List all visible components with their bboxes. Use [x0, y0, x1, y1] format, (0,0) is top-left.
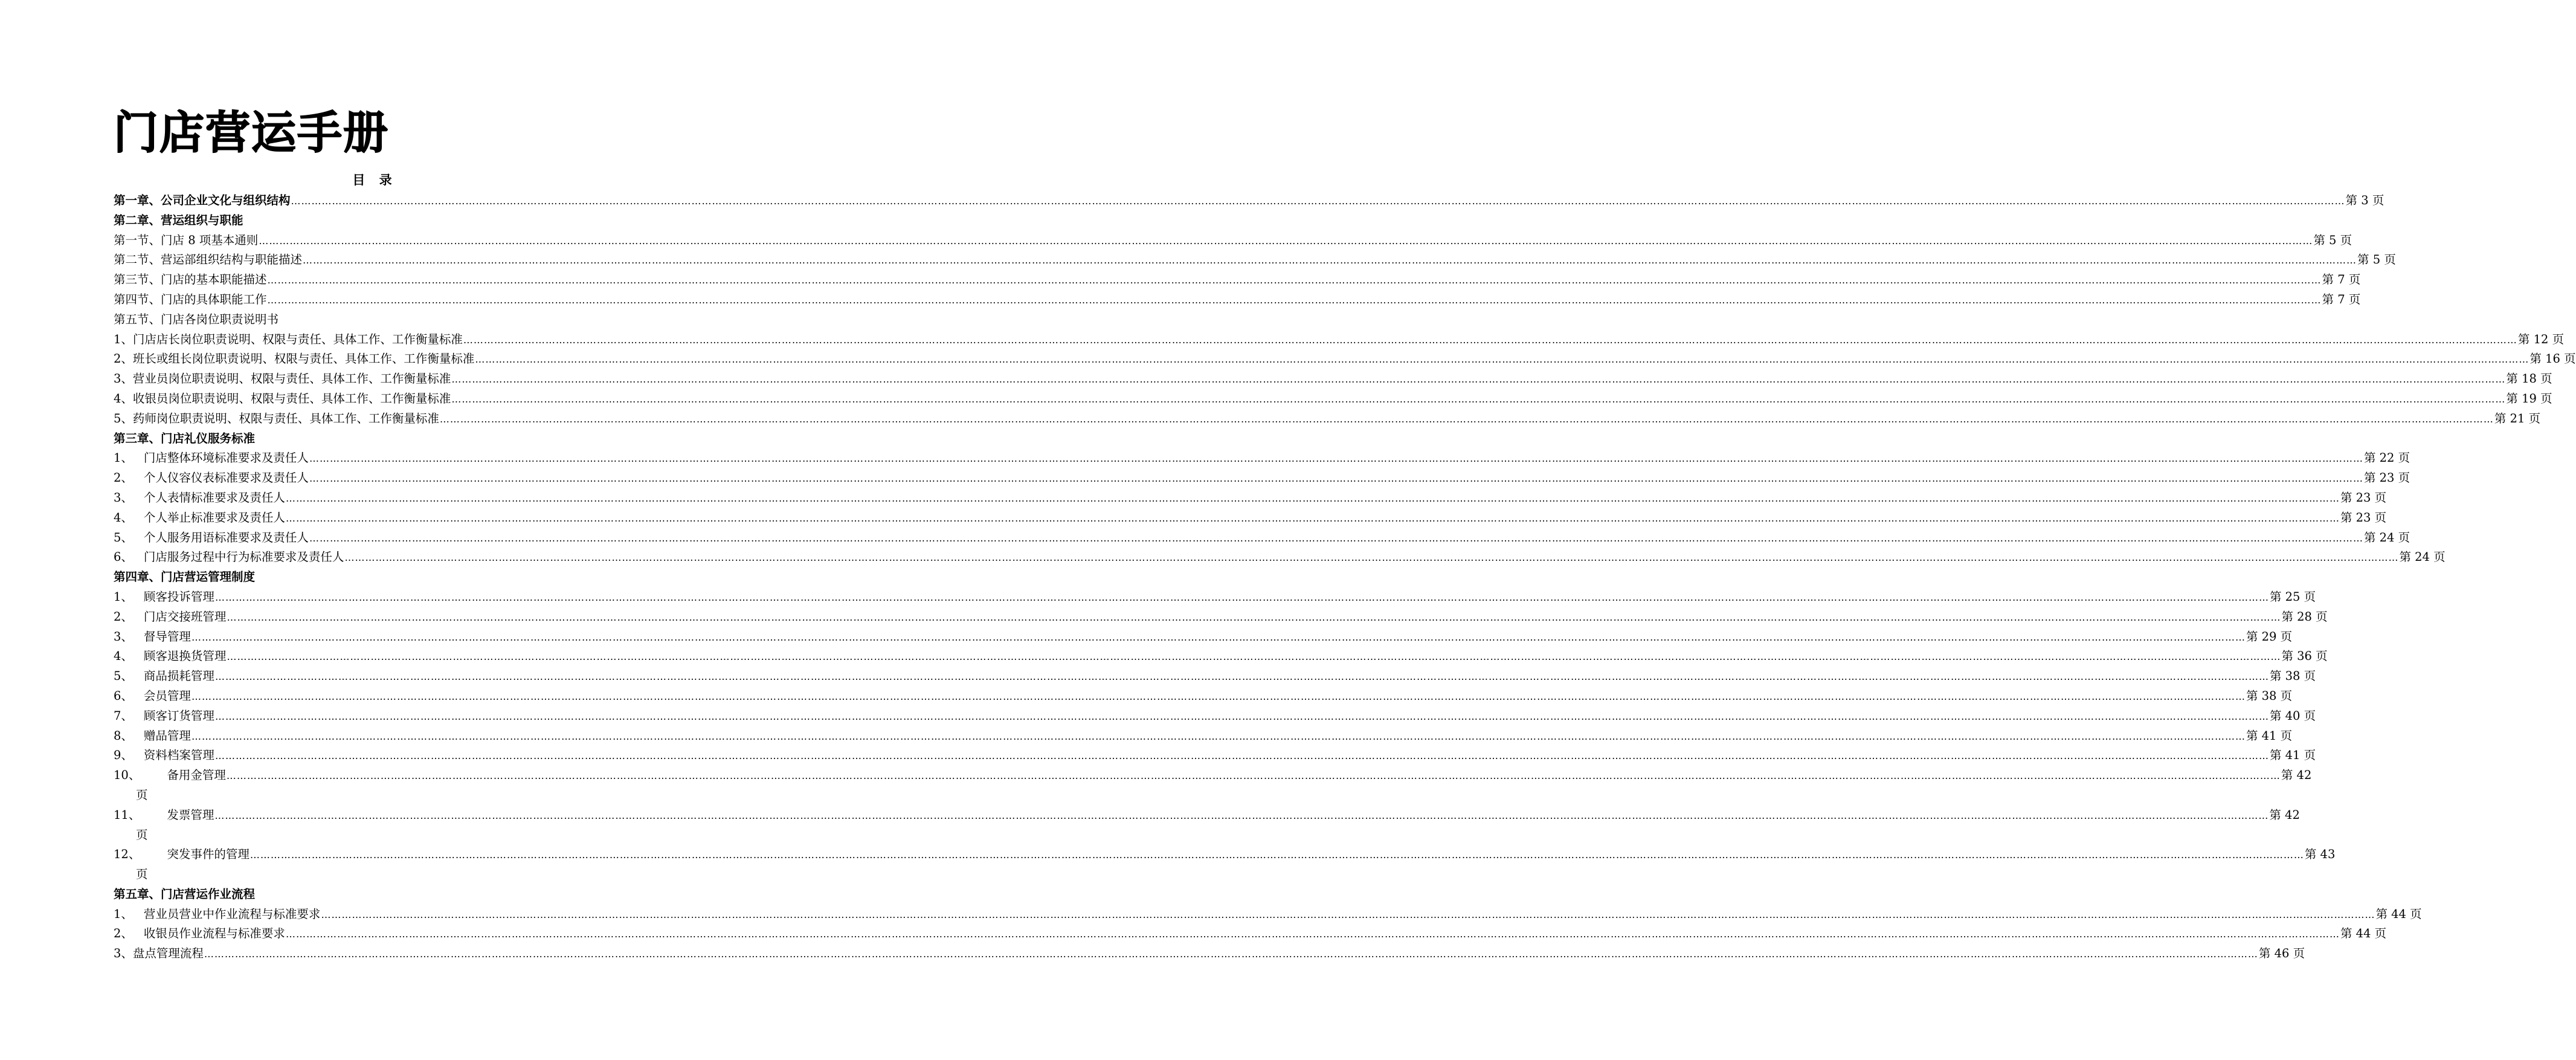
toc-entry — [114, 310, 637, 330]
document-title: 门店营运手册 — [114, 107, 389, 159]
toc-entry-text: 收银员作业流程与标准要求 — [143, 926, 285, 941]
toc-dot-leader: …………………………………………………………………………………………………………………………………………………………………………………………………………………………………………………………………………………………………………………………………………………………………………………………………………………………………………………………………………………………………………………………………………………… — [226, 770, 2281, 782]
toc-entry-text: 个人服务用语标准要求及责任人 — [143, 530, 309, 545]
toc-dot-leader: …………………………………………………………………………………………………………………………………………………………………………………………………………………………………………………………………………………………………………………………………………………………………………………………………………………………………………………………………………………………………………………………………………………… — [250, 849, 2304, 861]
toc-entry-number: 10、 — [114, 768, 141, 783]
toc-page-suffix: 页 — [136, 787, 148, 802]
toc-entry-label — [114, 885, 255, 905]
toc-entry — [114, 687, 2293, 706]
toc-entry-text: 门店服务过程中行为标准要求及责任人 — [143, 550, 344, 564]
toc-entry-text: 个人表情标准要求及责任人 — [143, 490, 285, 505]
toc-entry-label — [114, 468, 309, 488]
toc-page-number: 第 23 页 — [2340, 510, 2387, 525]
toc-page-number: 第 43 — [2304, 847, 2336, 862]
toc-entry-label — [114, 330, 463, 350]
toc-page-number: 第 41 页 — [2246, 728, 2293, 743]
toc-entry — [114, 726, 2293, 746]
toc-page-number: 第 24 页 — [2363, 530, 2410, 545]
toc-dot-leader: …………………………………………………………………………………………………………………………………………………………………………………………………………………………………………………………………………………………………………………………………………………………………………………………………………………………………………………………………………………………………………………………………………………… — [214, 710, 2269, 722]
toc-entry — [114, 905, 2422, 925]
toc-entry-text: 资料档案管理 — [143, 748, 214, 763]
toc-page-suffix: 页 — [136, 827, 148, 842]
toc-entry — [114, 845, 2336, 865]
toc-dot-leader: …………………………………………………………………………………………………………………………………………………………………………………………………………………………………………………………………………………………………………………………………………………………………………………………………………………………………………………………………………………………………………………………………………………… — [214, 809, 2269, 821]
toc-dot-leader: …………………………………………………………………………………………………………………………………………………………………………………………………………………………………………………………………………………………………………………………………………………………………………………………………………………………………………………………………………………………………………………………………………………… — [204, 948, 2258, 960]
toc-dot-leader: …………………………………………………………………………………………………………………………………………………………………………………………………………………………………………………………………………………………………………………………………………………………………………………………………………………………………………………………………………………………………………………………………………………… — [191, 631, 2246, 643]
toc-dot-leader: …………………………………………………………………………………………………………………………………………………………………………………………………………………………………………………………………………………………………………………………………………………………………………………………………………………………………………………………………………………………………………………………………………………… — [291, 195, 2345, 207]
toc-page-number: 第 7 页 — [2322, 273, 2361, 287]
toc-entry-label — [114, 905, 320, 925]
toc-entry-label — [114, 845, 250, 865]
toc-page-number: 第 46 页 — [2258, 946, 2305, 961]
toc-entry-label — [114, 667, 214, 687]
toc-page-number: 第 25 页 — [2269, 589, 2316, 604]
toc-page-number: 第 12 页 — [2517, 332, 2565, 346]
toc-entry-label — [114, 250, 302, 270]
toc-dot-leader: …………………………………………………………………………………………………………………………………………………………………………………………………………………………………………………………………………………………………………………………………………………………………………………………………………………………………………………………………………………………………………………………………………………… — [227, 611, 2281, 623]
toc-entry-number: 12、 — [114, 847, 141, 862]
toc-entry-number: 3、 — [114, 629, 133, 644]
toc-entry-label — [114, 726, 191, 746]
toc-entry-text: 督导管理 — [143, 629, 191, 644]
toc-entry — [114, 468, 2410, 488]
toc-dot-leader: …………………………………………………………………………………………………………………………………………………………………………………………………………………………………………………………………………………………………………………………………………………………………………………………………………………………………………………………………………………………………………………………………………………… — [227, 651, 2281, 663]
toc-entry-text: 备用金管理 — [167, 768, 226, 783]
toc-dot-leader: …………………………………………………………………………………………………………………………………………………………………………………………………………………………………………………………………………………………………………………………………………………………………………………………………………………………………………………………………………………………………………………………………………………… — [285, 928, 2340, 940]
toc-entry-label — [114, 687, 191, 706]
toc-entry — [114, 211, 637, 231]
toc-entry-number: 第二节、营运部组织结构与职能描述 — [114, 253, 303, 267]
toc-entry-label — [114, 627, 191, 647]
toc-entry — [114, 508, 2387, 528]
toc-dot-leader: …………………………………………………………………………………………………………………………………………………………………………………………………………………………………………………………………………………………………………………………………………………………………………………………………………………………………………………………………………………………………………………………………………………… — [267, 294, 2322, 306]
toc-entry-number: 7、 — [114, 708, 133, 723]
toc-dot-leader: …………………………………………………………………………………………………………………………………………………………………………………………………………………………………………………………………………………………………………………………………………………………………………………………………………………………………………………………………………………………………………………………………………………… — [451, 393, 2506, 405]
toc-page-number: 第 41 页 — [2269, 748, 2316, 763]
toc-entry-number: 第五节、门店各岗位职责说明书 — [114, 312, 279, 326]
toc-entry-label — [114, 746, 214, 766]
toc-dot-leader: …………………………………………………………………………………………………………………………………………………………………………………………………………………………………………………………………………………………………………………………………………………………………………………………………………………………………………………………………………………………………………………………………………………… — [285, 492, 2340, 504]
toc-dot-leader: …………………………………………………………………………………………………………………………………………………………………………………………………………………………………………………………………………………………………………………………………………………………………………………………………………………………………………………………………………………………………………………………………………………… — [259, 234, 2313, 247]
toc-entry — [114, 270, 2361, 290]
toc-dot-leader: …………………………………………………………………………………………………………………………………………………………………………………………………………………………………………………………………………………………………………………………………………………………………………………………………………………………………………………………………………………………………………………………………………………… — [267, 274, 2322, 286]
toc-entry-number: 3、盘点管理流程 — [114, 946, 204, 961]
toc-page-number: 第 40 页 — [2269, 708, 2316, 723]
toc-entry-label — [114, 587, 214, 607]
toc-entry-label — [114, 924, 285, 944]
toc-entry-text: 个人仪容仪表标准要求及责任人 — [143, 471, 309, 485]
toc-dot-leader: …………………………………………………………………………………………………………………………………………………………………………………………………………………………………………………………………………………………………………………………………………………………………………………………………………………………………………………………………………………………………………………………………………………… — [463, 334, 2517, 346]
toc-entry-label — [114, 944, 204, 964]
toc-entry-label — [114, 290, 267, 310]
toc-page-number: 第 44 页 — [2375, 906, 2422, 921]
toc-entry-number: 8、 — [114, 728, 133, 743]
toc-entry-label — [114, 429, 255, 449]
toc-entry-number: 第三章、门店礼仪服务标准 — [114, 431, 256, 445]
toc-entry-number: 5、 — [114, 669, 133, 684]
toc-entry — [114, 627, 2293, 647]
toc-entry-number: 第一节、门店 8 项基本通则 — [114, 233, 259, 247]
toc-entry-number: 第三节、门店的基本职能描述 — [114, 273, 267, 287]
toc-dot-leader: …………………………………………………………………………………………………………………………………………………………………………………………………………………………………………………………………………………………………………………………………………………………………………………………………………………………………………………………………………………………………………………………………………………… — [191, 690, 2246, 702]
toc-page-number: 第 18 页 — [2506, 372, 2552, 386]
toc-entry-label — [114, 448, 309, 468]
toc-entry — [114, 389, 2552, 409]
toc-entry-number: 6、 — [114, 550, 133, 564]
toc-dot-leader: …………………………………………………………………………………………………………………………………………………………………………………………………………………………………………………………………………………………………………………………………………………………………………………………………………………………………………………………………………………………………………………………………………………… — [285, 512, 2340, 524]
toc-entry-label — [114, 270, 267, 290]
toc-entry-number: 2、 — [114, 471, 133, 485]
toc-entry — [114, 806, 2300, 826]
toc-entry-label — [114, 528, 309, 548]
toc-entry-number: 第四节、门店的具体职能工作 — [114, 292, 267, 306]
toc-entry — [114, 567, 637, 587]
toc-entry — [114, 706, 2316, 726]
toc-entry-number: 4、 — [114, 649, 133, 664]
toc-dot-leader: …………………………………………………………………………………………………………………………………………………………………………………………………………………………………………………………………………………………………………………………………………………………………………………………………………………………………………………………………………………………………………………………………………………… — [309, 473, 2363, 485]
toc-entry-number: 6、 — [114, 688, 133, 703]
toc-entry-label — [114, 488, 285, 508]
toc-entry — [114, 587, 2316, 607]
toc-entry-number: 2、 — [114, 609, 133, 624]
toc-entry-text: 顾客退换货管理 — [143, 649, 227, 664]
toc-entry-text: 门店整体环境标准要求及责任人 — [143, 451, 309, 465]
toc-entry-number: 5、 — [114, 530, 133, 545]
toc-dot-leader: …………………………………………………………………………………………………………………………………………………………………………………………………………………………………………………………………………………………………………………………………………………………………………………………………………………………………………………………………………………………………………………………………………………… — [214, 750, 2269, 762]
toc-entry-label — [114, 806, 214, 826]
toc-entry-text: 突发事件的管理 — [167, 847, 250, 862]
toc-entry-text: 顾客订货管理 — [143, 708, 214, 723]
toc-entry — [114, 191, 2384, 211]
toc-entry-text: 赠品管理 — [143, 728, 191, 743]
toc-entry — [114, 548, 2446, 567]
toc-dot-leader: …………………………………………………………………………………………………………………………………………………………………………………………………………………………………………………………………………………………………………………………………………………………………………………………………………………………………………………………………………………………………………………………………………………… — [344, 552, 2399, 564]
toc-page-number: 第 24 页 — [2399, 550, 2446, 564]
toc-entry-number: 1、 — [114, 589, 133, 604]
toc-dot-leader: …………………………………………………………………………………………………………………………………………………………………………………………………………………………………………………………………………………………………………………………………………………………………………………………………………………………………………………………………………………………………………………………………………………… — [321, 908, 2375, 920]
toc-entry — [114, 369, 2552, 389]
toc-entry-label — [114, 508, 285, 528]
toc-entry — [114, 231, 2352, 251]
toc-page-number: 第 29 页 — [2246, 629, 2293, 644]
toc-entry-number: 4、收银员岗位职责说明、权限与责任、具体工作、工作衡量标准 — [114, 391, 451, 406]
toc-entry-label — [114, 191, 291, 211]
toc-entry-label — [114, 211, 243, 231]
toc-page-number: 第 5 页 — [2313, 233, 2352, 247]
toc-entry-number: 第四章、门店营运管理制度 — [114, 570, 256, 584]
toc-page-number: 第 5 页 — [2357, 253, 2396, 267]
toc-entry — [114, 885, 637, 905]
toc-page-number: 第 38 页 — [2246, 688, 2293, 703]
toc-entry-label — [114, 548, 344, 567]
toc-entry-text: 会员管理 — [143, 688, 191, 703]
toc-page-number: 第 22 页 — [2363, 451, 2410, 465]
toc-entry — [114, 330, 2565, 350]
toc-entry-number: 11、 — [114, 807, 141, 822]
toc-entry-text: 个人举止标准要求及责任人 — [143, 510, 285, 525]
table-of-contents — [114, 191, 2576, 964]
toc-entry — [114, 290, 2361, 310]
toc-dot-leader: …………………………………………………………………………………………………………………………………………………………………………………………………………………………………………………………………………………………………………………………………………………………………………………………………………………………………………………………………………………………………………………………………………………… — [303, 254, 2357, 267]
toc-entry — [114, 924, 2387, 944]
toc-entry-label — [114, 766, 226, 786]
toc-heading: 目 录 — [352, 173, 397, 187]
toc-dot-leader: …………………………………………………………………………………………………………………………………………………………………………………………………………………………………………………………………………………………………………………………………………………………………………………………………………………………………………………………………………………………………………………………………………………… — [309, 532, 2363, 544]
toc-entry-number: 2、 — [114, 926, 133, 941]
toc-entry-text: 营业员营业中作业流程与标准要求 — [143, 906, 321, 921]
toc-page-number: 第 7 页 — [2322, 292, 2361, 306]
toc-entry-number: 第一章、公司企业文化与组织结构 — [114, 193, 291, 207]
toc-dot-leader: …………………………………………………………………………………………………………………………………………………………………………………………………………………………………………………………………………………………………………………………………………………………………………………………………………………………………………………………………………………………………………………………………………………… — [214, 671, 2269, 683]
toc-page-number: 第 23 页 — [2340, 490, 2387, 505]
toc-entry — [114, 607, 2328, 627]
toc-page-number: 第 21 页 — [2494, 411, 2541, 425]
toc-entry — [114, 409, 2541, 429]
toc-entry — [114, 647, 2328, 667]
toc-entry — [114, 746, 2316, 766]
toc-entry — [114, 349, 2576, 369]
toc-entry — [114, 488, 2387, 508]
toc-entry-text: 发票管理 — [167, 807, 214, 822]
toc-entry — [114, 766, 2312, 786]
toc-page-number: 第 3 页 — [2345, 193, 2384, 207]
toc-entry-label — [114, 607, 226, 627]
toc-page-number: 第 36 页 — [2281, 649, 2328, 664]
toc-page-number: 第 19 页 — [2506, 391, 2552, 406]
toc-dot-leader: …………………………………………………………………………………………………………………………………………………………………………………………………………………………………………………………………………………………………………………………………………………………………………………………………………………………………………………………………………………………………………………………………………………… — [451, 373, 2506, 386]
toc-entry-number: 第二章、营运组织与职能 — [114, 213, 243, 227]
toc-entry — [114, 448, 2410, 468]
toc-page-number: 第 28 页 — [2281, 609, 2328, 624]
toc-entry — [114, 250, 2396, 270]
toc-entry — [114, 429, 637, 449]
toc-entry-number: 3、营业员岗位职责说明、权限与责任、具体工作、工作衡量标准 — [114, 372, 451, 386]
toc-entry-label — [114, 349, 474, 369]
toc-entry-text: 门店交接班管理 — [143, 609, 227, 624]
toc-entry-number: 4、 — [114, 510, 133, 525]
toc-entry-number: 1、门店店长岗位职责说明、权限与责任、具体工作、工作衡量标准 — [114, 332, 463, 346]
toc-entry-label — [114, 369, 451, 389]
toc-entry — [114, 667, 2316, 687]
toc-entry-number: 9、 — [114, 748, 133, 763]
toc-dot-leader: …………………………………………………………………………………………………………………………………………………………………………………………………………………………………………………………………………………………………………………………………………………………………………………………………………………………………………………………………………………………………………………………………………………… — [309, 453, 2363, 465]
toc-dot-leader: …………………………………………………………………………………………………………………………………………………………………………………………………………………………………………………………………………………………………………………………………………………………………………………………………………………………………………………………………………………………………………………………………………………… — [214, 591, 2269, 603]
toc-entry-text: 商品损耗管理 — [143, 669, 214, 684]
toc-entry-label — [114, 647, 226, 667]
toc-page-number: 第 42 — [2281, 768, 2312, 783]
toc-dot-leader: …………………………………………………………………………………………………………………………………………………………………………………………………………………………………………………………………………………………………………………………………………………………………………………………………………………………………………………………………………………………………………………………………………………… — [191, 730, 2246, 742]
toc-entry-label — [114, 706, 214, 726]
toc-page-number: 第 16 页 — [2529, 352, 2576, 366]
toc-entry-number: 1、 — [114, 451, 133, 465]
toc-entry-number: 1、 — [114, 906, 133, 921]
toc-entry-label — [114, 389, 451, 409]
toc-entry — [114, 528, 2410, 548]
toc-page-number: 第 23 页 — [2363, 471, 2410, 485]
toc-page-number: 第 42 — [2269, 807, 2300, 822]
toc-entry-label — [114, 231, 258, 251]
toc-page-number: 第 44 页 — [2340, 926, 2387, 941]
toc-entry-number: 第五章、门店营运作业流程 — [114, 887, 256, 901]
toc-entry-number: 3、 — [114, 490, 133, 505]
toc-entry — [114, 944, 2305, 964]
toc-dot-leader: …………………………………………………………………………………………………………………………………………………………………………………………………………………………………………………………………………………………………………………………………………………………………………………………………………………………………………………………………………………………………………………………………………………… — [439, 413, 2494, 425]
toc-entry-label — [114, 409, 439, 429]
toc-entry-text: 顾客投诉管理 — [143, 589, 214, 604]
toc-dot-leader: …………………………………………………………………………………………………………………………………………………………………………………………………………………………………………………………………………………………………………………………………………………………………………………………………………………………………………………………………………………………………………………………………………………… — [475, 354, 2529, 366]
toc-entry-label — [114, 310, 279, 330]
toc-page-number: 第 38 页 — [2269, 669, 2316, 684]
toc-page-suffix: 页 — [136, 867, 148, 882]
toc-entry-label — [114, 567, 255, 587]
toc-entry-number: 5、药师岗位职责说明、权限与责任、具体工作、工作衡量标准 — [114, 411, 439, 425]
toc-entry-number: 2、班长或组长岗位职责说明、权限与责任、具体工作、工作衡量标准 — [114, 352, 475, 366]
